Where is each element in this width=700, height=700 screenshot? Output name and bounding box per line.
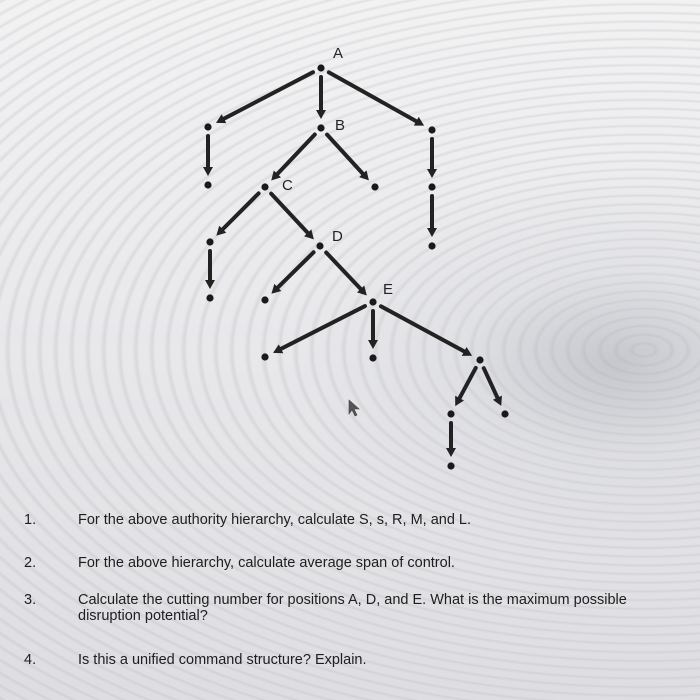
node-cl	[206, 238, 213, 245]
node-erlb	[447, 462, 454, 469]
node-l1b	[204, 181, 211, 188]
edge-E-El	[281, 306, 365, 349]
question-text: For the above hierarchy, calculate average span of control.	[78, 555, 455, 571]
node-bc	[371, 183, 378, 190]
edge-A-L1	[224, 72, 313, 119]
node-el	[261, 353, 268, 360]
node-clb	[206, 294, 213, 301]
arrowhead-Cl-Clb	[205, 280, 215, 289]
node-err	[501, 410, 508, 417]
arrowhead-ErL-ErLb	[446, 448, 456, 457]
arrowhead-L1-L1b	[203, 167, 213, 176]
question-text: Calculate the cutting number for positions A, D, and E. What is the maximum possible disruption potential?	[78, 592, 627, 624]
question-number: 1.	[24, 512, 37, 528]
node-label-d: D	[332, 228, 343, 245]
node-r1b	[428, 183, 435, 190]
node-label-a: A	[333, 45, 344, 62]
edge-Er-ErL	[460, 368, 476, 398]
edge-D-E	[326, 253, 360, 289]
question-number: 4.	[24, 652, 37, 668]
node-em	[369, 354, 376, 361]
edge-B-C	[277, 135, 314, 174]
node-label-c: C	[282, 177, 293, 194]
edge-Er-ErR	[484, 368, 498, 397]
question-number: 2.	[24, 555, 37, 571]
node-label-b: B	[335, 117, 346, 134]
node-c	[261, 183, 268, 190]
node-a	[317, 64, 324, 71]
node-r1c	[428, 242, 435, 249]
node-erl	[447, 410, 454, 417]
hierarchy-edges	[203, 72, 502, 457]
edge-B-Bc	[327, 135, 363, 174]
edge-A-R1	[329, 72, 416, 121]
node-d	[316, 242, 323, 249]
edge-E-Er	[381, 306, 464, 351]
edge-D-Dl	[278, 252, 314, 287]
node-b	[317, 124, 324, 131]
question-text: Is this a unified command structure? Explain.	[78, 652, 367, 668]
question-text: For the above authority hierarchy, calculate S, s, R, M, and L.	[78, 512, 472, 528]
edge-C-D	[271, 194, 308, 233]
mouse-cursor-icon	[349, 400, 359, 416]
arrowhead-R1-R1b	[427, 169, 437, 178]
node-l1	[204, 123, 211, 130]
node-label-e: E	[383, 281, 394, 298]
node-dl	[261, 296, 268, 303]
hierarchy-labels	[282, 45, 393, 298]
node-er	[476, 356, 483, 363]
arrowhead-R1b-R1c	[427, 228, 437, 237]
question-number: 3.	[24, 592, 37, 608]
node-e	[369, 298, 376, 305]
edge-C-Cl	[223, 193, 259, 229]
arrowhead-E-Em	[368, 340, 378, 349]
arrowhead-A-B	[316, 110, 326, 119]
node-r1	[428, 126, 435, 133]
